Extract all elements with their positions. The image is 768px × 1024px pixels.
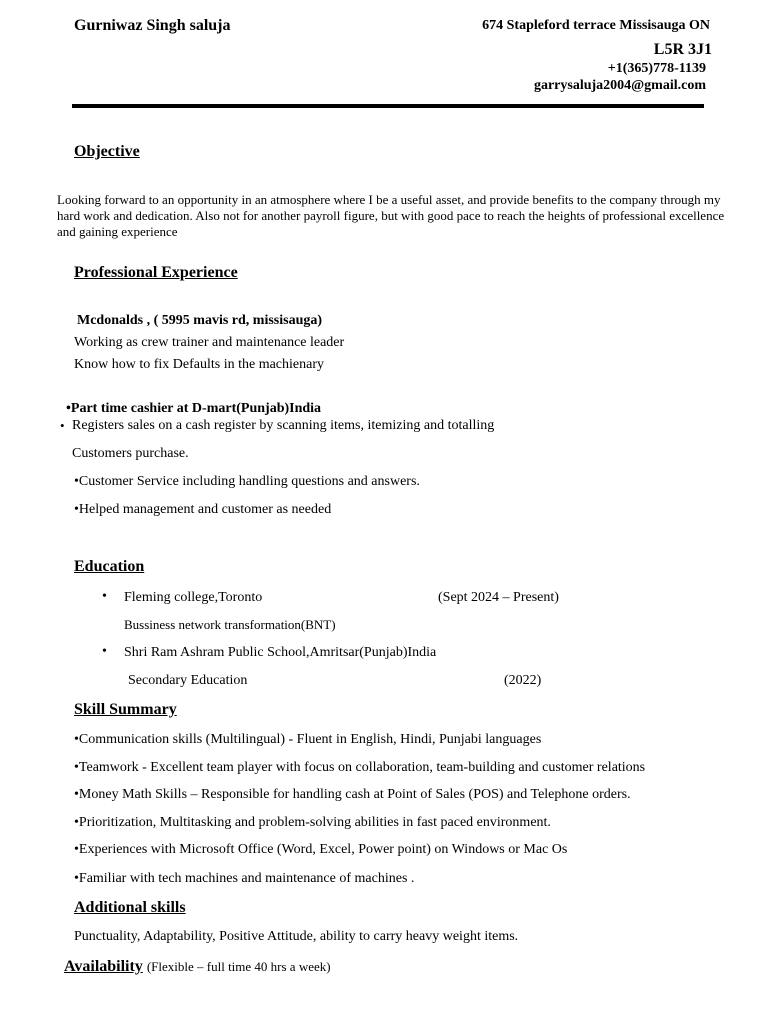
skill-item: •Teamwork - Excellent team player with focus on collaboration, team-building and customer relations: [74, 760, 646, 775]
job-title-dmart: •Part time cashier at D-mart(Punjab)India: [66, 401, 322, 416]
job-line: •Customer Service including handling questions and answers.: [74, 474, 420, 489]
job-line: Know how to fix Defaults in the machienary: [74, 357, 324, 372]
candidate-name: Gurniwaz Singh saluja: [74, 17, 231, 34]
education-dates: (Sept 2024 – Present): [438, 590, 559, 605]
skill-item: •Familiar with tech machines and maintenance of machines .: [74, 871, 415, 886]
bullet-icon: •: [102, 644, 107, 659]
bullet-icon: •: [60, 418, 65, 433]
skills-heading: Skill Summary: [74, 701, 177, 718]
education-detail: Bussiness network transformation(BNT): [124, 617, 336, 632]
skill-item: •Prioritization, Multitasking and problem-solving abilities in fast paced environment.: [74, 815, 551, 830]
availability-heading: Availability: [64, 958, 143, 975]
education-school: Fleming college,Toronto: [124, 590, 263, 605]
availability-text: (Flexible – full time 40 hrs a week): [146, 959, 331, 974]
skill-item: •Communication skills (Multilingual) - Fluent in English, Hindi, Punjabi languages: [74, 732, 542, 747]
skill-item: •Money Math Skills – Responsible for handling cash at Point of Sales (POS) and Telephone orders.: [74, 787, 631, 802]
objective-heading: Objective: [74, 143, 140, 160]
skill-item: •Experiences with Microsoft Office (Word, Excel, Power point) on Windows or Mac Os: [74, 842, 568, 857]
street-address: 674 Stapleford terrace Missisauga ON: [482, 18, 710, 33]
postal-code: L5R 3J1: [653, 41, 712, 58]
job-line: Registers sales on a cash register by scanning items, itemizing and totalling: [72, 418, 495, 433]
header-divider: [72, 104, 704, 108]
education-heading: Education: [74, 558, 145, 575]
job-line: •Helped management and customer as needed: [74, 502, 332, 517]
availability-line: [64, 958, 331, 976]
bullet-icon: •: [102, 589, 107, 604]
education-dates: (2022): [504, 673, 542, 688]
job-line: Customers purchase.: [72, 446, 189, 461]
job-title-mcdonalds: Mcdonalds , ( 5995 mavis rd, missisauga): [77, 313, 323, 328]
education-detail: Secondary Education: [128, 673, 248, 688]
education-school: Shri Ram Ashram Public School,Amritsar(Punjab)India: [124, 645, 437, 660]
experience-heading: Professional Experience: [74, 264, 238, 281]
additional-skills-heading: Additional skills: [74, 899, 186, 916]
email-address: garrysaluja2004@gmail.com: [533, 78, 706, 93]
objective-text: Looking forward to an opportunity in an atmosphere where I be a useful asset, and provide benefits to the company through my hard work and dedication. Also not for another payroll figure, but with good pace to reach the heights of professional excellence and gaining experience: [57, 192, 725, 239]
additional-skills-text: Punctuality, Adaptability, Positive Attitude, ability to carry heavy weight items.: [74, 929, 519, 944]
job-line: Working as crew trainer and maintenance leader: [74, 335, 345, 350]
phone-number: +1(365)778-1139: [607, 61, 706, 76]
